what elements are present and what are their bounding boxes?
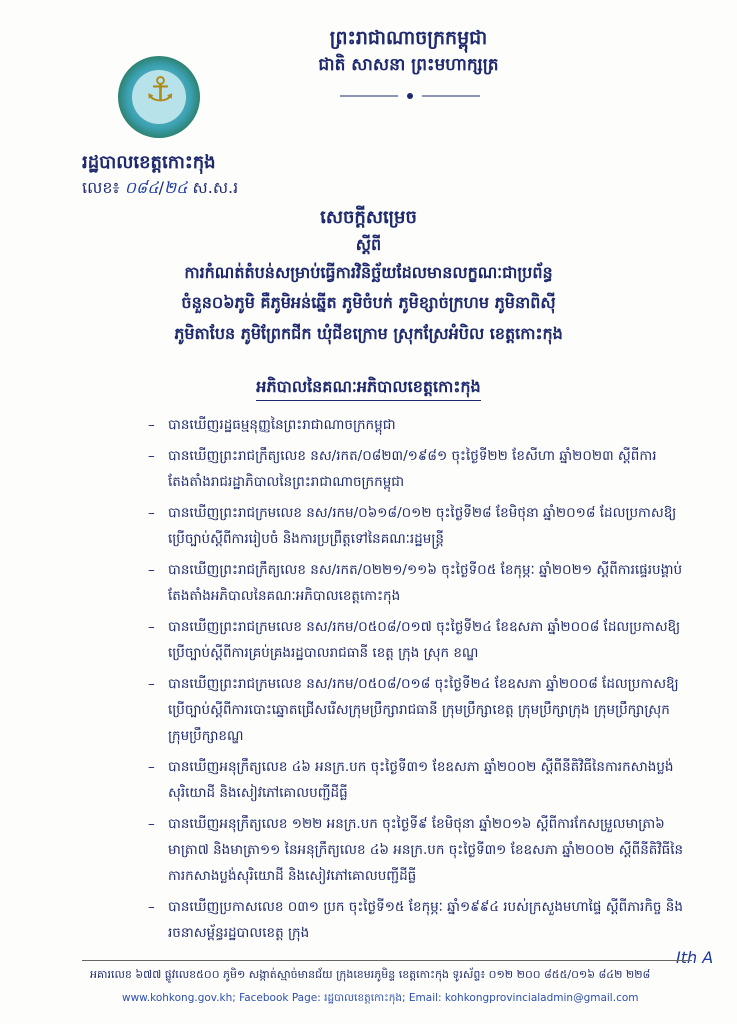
kingdom-heading: ព្រះរាជាណាចក្រកម្ពុជា	[329, 27, 488, 49]
anchor-icon: ⚓	[145, 70, 176, 110]
motto-heading: ជាតិ សាសនា ព្រះមហាក្សត្រ	[318, 55, 499, 75]
list-item: – បានឃើញព្រះរាជក្រមលេខ នស/រកម/០៦១៨/០១២ ចុះថ្ងៃទី២៨ ខែមិថុនា ឆ្នាំ២០១៨ ដែលប្រកាសឱ្យប្រើច្បាប់ស្ដីពីការរៀបចំ និងការប្រព្រឹត្តទៅនៃគណៈរដ្ឋមន្ត្រី	[148, 500, 688, 552]
governor-heading-text: អភិបាលនៃគណៈអភិបាលខេត្តកោះកុង	[256, 377, 480, 401]
ornament-divider	[340, 92, 480, 100]
title-subject-3: ភូមិតាបែន ភូមិព្រែកជីក ឃុំជីខក្រោម ស្រុកស្រែអំបិល ខេត្តកោះកុង	[174, 324, 563, 343]
ref-year-handwritten: ២៤	[163, 178, 188, 197]
list-item: – បានឃើញប្រកាសលេខ ០៣១ ប្រក ចុះថ្ងៃទី១៥ ខែកុម្ភៈ ឆ្នាំ១៩៩៤ របស់ក្រសួងមហាផ្ទៃ ស្ដីពីភារកិច្ច និងរចនាសម្ព័ន្ធរដ្ឋបាលខេត្ត ក្រុង	[148, 894, 688, 946]
footer-contact-links: www.kohkong.gov.kh; Facebook Page: រដ្ឋបាលខេត្តកោះកុង; Email: kohkongprovincialadmin@gmail.com	[122, 992, 639, 1004]
title-subject-2: ចំនួន០៦ភូមិ គឺភូមិអន់ឆ្នើត ភូមិចំបក់ ភូមិខ្សាច់ក្រហម ភូមិនាពិស៊ី	[181, 293, 556, 312]
list-item: – បានឃើញព្រះរាជក្រមលេខ នស/រកម/០៥០៨/០១៧ ចុះថ្ងៃទី២៤ ខែឧសភា ឆ្នាំ២០០៨ ដែលប្រកាសឱ្យប្រើច្បាប់ស្ដីពីការគ្រប់គ្រងរដ្ឋបាលរាជធានី ខេត្ត ក្រុង ស្រុក ខណ្ឌ	[148, 614, 688, 666]
title-about: ស្ដីពី	[355, 235, 382, 254]
ref-number-handwritten: ០៨៤	[124, 178, 159, 197]
issuing-authority: រដ្ឋបាលខេត្តកោះកុង	[82, 152, 216, 173]
list-item: – បានឃើញរដ្ឋធម្មនុញ្ញនៃព្រះរាជាណាចក្រកម្ពុជា	[148, 412, 688, 438]
list-item: – បានឃើញព្រះរាជក្រឹត្យលេខ នស/រកត/០៨២៣/១៩៨១ ចុះថ្ងៃទី២២ ខែសីហា ឆ្នាំ២០២៣ ស្ដីពីការតែងតាំងរាជរដ្ឋាភិបាលនៃព្រះរាជាណាចក្រកម្ពុជា	[148, 443, 688, 495]
governor-heading	[0, 376, 737, 400]
document-type: សេចក្ដីសម្រេច	[320, 207, 417, 228]
legal-basis-list	[148, 412, 688, 951]
footer-address: អគារលេខ ៦៧៧ ផ្លូវលេខ៥០០ ភូមិ១ សង្កាត់ស្មាច់មានជ័យ ក្រុងខេមរភូមិន្ទ ខេត្តកោះកុង ទូរស័ព្ទ៖ ០១២ ២០០ ៨៥៥/០១៦ ៨៤២ ២២៨	[90, 968, 651, 981]
ref-suffix: ស.ស.រ	[192, 178, 239, 197]
list-item: – បានឃើញព្រះរាជក្រឹត្យលេខ នស/រកត/០២២១/១១៦ ចុះថ្ងៃទី០៥ ខែកុម្ភៈ ឆ្នាំ២០២១ ស្ដីពីការផ្ទេរបង្គាប់តែងតាំងអភិបាលនៃគណៈអភិបាលខេត្តកោះកុង	[148, 557, 688, 609]
title-subject-1: ការកំណត់តំបន់សម្រាប់ធ្វើការវិនិច្ឆ័យដែលមានលក្ខណៈជាប្រព័ន្ធ	[184, 263, 553, 282]
provincial-seal-logo	[118, 56, 200, 138]
footer-divider	[82, 960, 692, 961]
list-item: – បានឃើញអនុក្រឹត្យលេខ ១២២ អនក្រ.បក ចុះថ្ងៃទី៩ ខែមិថុនា ឆ្នាំ២០១៦ ស្ដីពីការកែសម្រួលមាត្រា៦ មាត្រា៧ និងមាត្រា១១ នៃអនុក្រឹត្យលេខ ៤៦ អនក្រ.បក ចុះថ្ងៃទី៣១ ខែឧសភា ឆ្នាំ២០០២ ស្ដីពីនីតិវិធីនៃការកសាងប្លង់សុរិយោដី និងសៀវភៅគោលបញ្ជីដីធ្លី	[148, 811, 688, 889]
handwritten-initials: Ith A	[676, 948, 714, 967]
ref-prefix: លេខ៖	[82, 178, 120, 197]
list-item: – បានឃើញព្រះរាជក្រមលេខ នស/រកម/០៥០៨/០១៨ ចុះថ្ងៃទី២៤ ខែឧសភា ឆ្នាំ២០០៨ ដែលប្រកាសឱ្យប្រើច្បាប់ស្ដីពីការបោះឆ្នោតជ្រើសរើសក្រុមប្រឹក្សារាជធានី ក្រុមប្រឹក្សាខេត្ត ក្រុមប្រឹក្សាក្រុង ក្រុមប្រឹក្សាស្រុក ក្រុមប្រឹក្សាខណ្ឌ	[148, 671, 688, 749]
list-item: – បានឃើញអនុក្រឹត្យលេខ ៤៦ អនក្រ.បក ចុះថ្ងៃទី៣១ ខែឧសភា ឆ្នាំ២០០២ ស្ដីពីនីតិវិធីនៃការកសាងប្លង់សុរិយោដី និងសៀវភៅគោលបញ្ជីដីធ្លី	[148, 754, 688, 806]
reference-number: លេខ៖ ០៨៤/២៤ ស.ស.រ	[82, 178, 239, 197]
